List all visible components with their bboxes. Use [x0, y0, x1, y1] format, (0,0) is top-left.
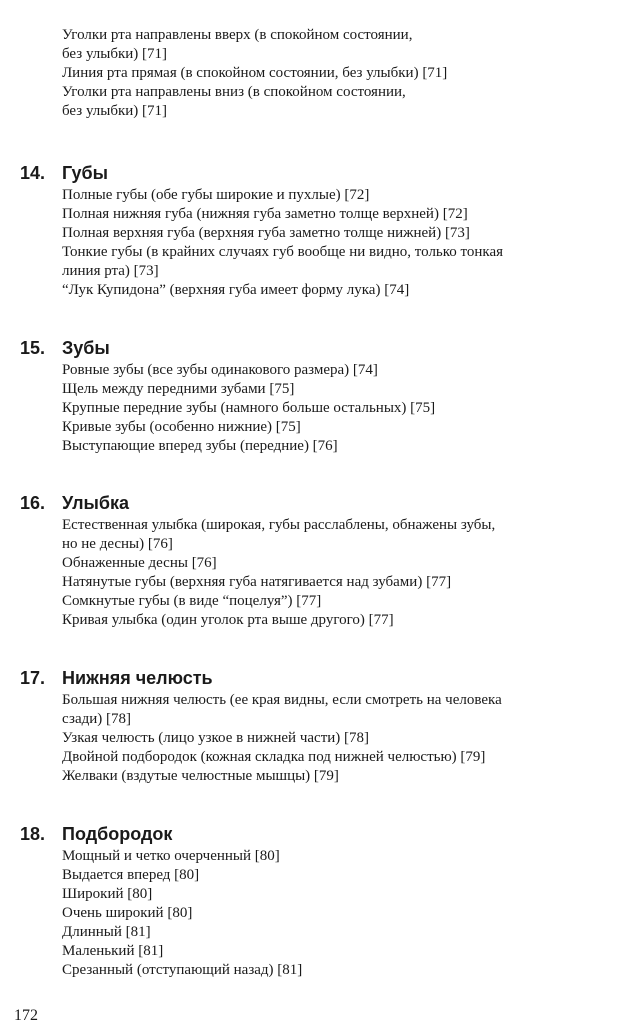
section-entries — [62, 691, 610, 786]
section-lips — [20, 162, 610, 300]
entry-line: Широкий [80] — [62, 886, 153, 902]
section-heading — [20, 162, 610, 184]
entry-line: Обнаженные десны [76] — [62, 555, 217, 571]
section-heading — [20, 667, 610, 689]
section-entries — [62, 361, 610, 456]
section-title: Улыбка — [62, 493, 130, 513]
section-heading — [20, 337, 610, 359]
section-title: Подбородок — [62, 824, 173, 844]
entry-line: Крупные передние зубы (намного больше остальных) [75] — [62, 400, 436, 416]
section-number: 17. — [20, 668, 46, 688]
entry-line: Уголки рта направлены вниз (в спокойном состоянии, — [62, 84, 406, 100]
entry-line: Полные губы (обе губы широкие и пухлые) [72] — [62, 187, 370, 203]
entry-line: Натянутые губы (верхняя губа натягивается над зубами) [77] — [62, 574, 452, 590]
section-number: 18. — [20, 824, 46, 844]
entry-line: без улыбки) [71] — [62, 46, 168, 62]
section-entries — [62, 847, 610, 980]
entry-line: Очень широкий [80] — [62, 905, 193, 921]
entry-line: без улыбки) [71] — [62, 103, 168, 119]
section-heading — [20, 823, 610, 845]
section-heading — [20, 492, 610, 514]
section-lower-jaw — [20, 667, 610, 786]
entry-line: Полная нижняя губа (нижняя губа заметно толще верхней) [72] — [62, 206, 468, 222]
section-entries — [62, 186, 610, 300]
entry-line: Срезанный (отступающий назад) [81] — [62, 962, 303, 978]
section-smile — [20, 492, 610, 630]
section-chin — [20, 823, 610, 980]
entry-line: Мощный и четко очерченный [80] — [62, 848, 280, 864]
entry-line: Кривые зубы (особенно нижние) [75] — [62, 419, 301, 435]
section-teeth — [20, 337, 610, 456]
entry-line: Уголки рта направлены вверх (в спокойном состоянии, — [62, 27, 413, 43]
entry-line: Сомкнутые губы (в виде “поцелуя”) [77] — [62, 593, 322, 609]
entry-line: Кривая улыбка (один уголок рта выше другого) [77] — [62, 612, 394, 628]
section-number: 14. — [20, 163, 46, 183]
section-number: 15. — [20, 338, 46, 358]
section-entries — [62, 516, 610, 630]
entry-line: “Лук Купидона” (верхняя губа имеет форму лука) [74] — [62, 282, 410, 298]
entry-line: Выдается вперед [80] — [62, 867, 200, 883]
entry-line: сзади) [78] — [62, 711, 132, 727]
section-title: Нижняя челюсть — [62, 668, 213, 688]
entry-line: Полная верхняя губа (верхняя губа заметно толще нижней) [73] — [62, 225, 470, 241]
entry-line: Щель между передними зубами [75] — [62, 381, 295, 397]
entry-line: Большая нижняя челюсть (ее края видны, если смотреть на человека — [62, 692, 502, 708]
entry-line: но не десны) [76] — [62, 536, 173, 552]
entry-line: Ровные зубы (все зубы одинакового размера) [74] — [62, 362, 378, 378]
entry-line: Длинный [81] — [62, 924, 151, 940]
section-title: Зубы — [62, 338, 110, 358]
entry-line: Линия рта прямая (в спокойном состоянии, без улыбки) [71] — [62, 65, 448, 81]
entry-line: линия рта) [73] — [62, 263, 159, 279]
entry-line: Тонкие губы (в крайних случаях губ вообще ни видно, только тонкая — [62, 244, 504, 260]
section-title: Губы — [62, 163, 109, 183]
entry-line: Естественная улыбка (широкая, губы расслаблены, обнажены зубы, — [62, 517, 496, 533]
page-number: 172 — [14, 1007, 38, 1024]
entry-line: Маленький [81] — [62, 943, 164, 959]
entry-line: Желваки (вздутые челюстные мышцы) [79] — [62, 768, 339, 784]
intro-entries — [62, 26, 610, 121]
entry-line: Двойной подбородок (кожная складка под нижней челюстью) [79] — [62, 749, 486, 765]
entry-line: Узкая челюсть (лицо узкое в нижней части) [78] — [62, 730, 370, 746]
section-number: 16. — [20, 493, 46, 513]
entry-line: Выступающие вперед зубы (передние) [76] — [62, 438, 338, 454]
